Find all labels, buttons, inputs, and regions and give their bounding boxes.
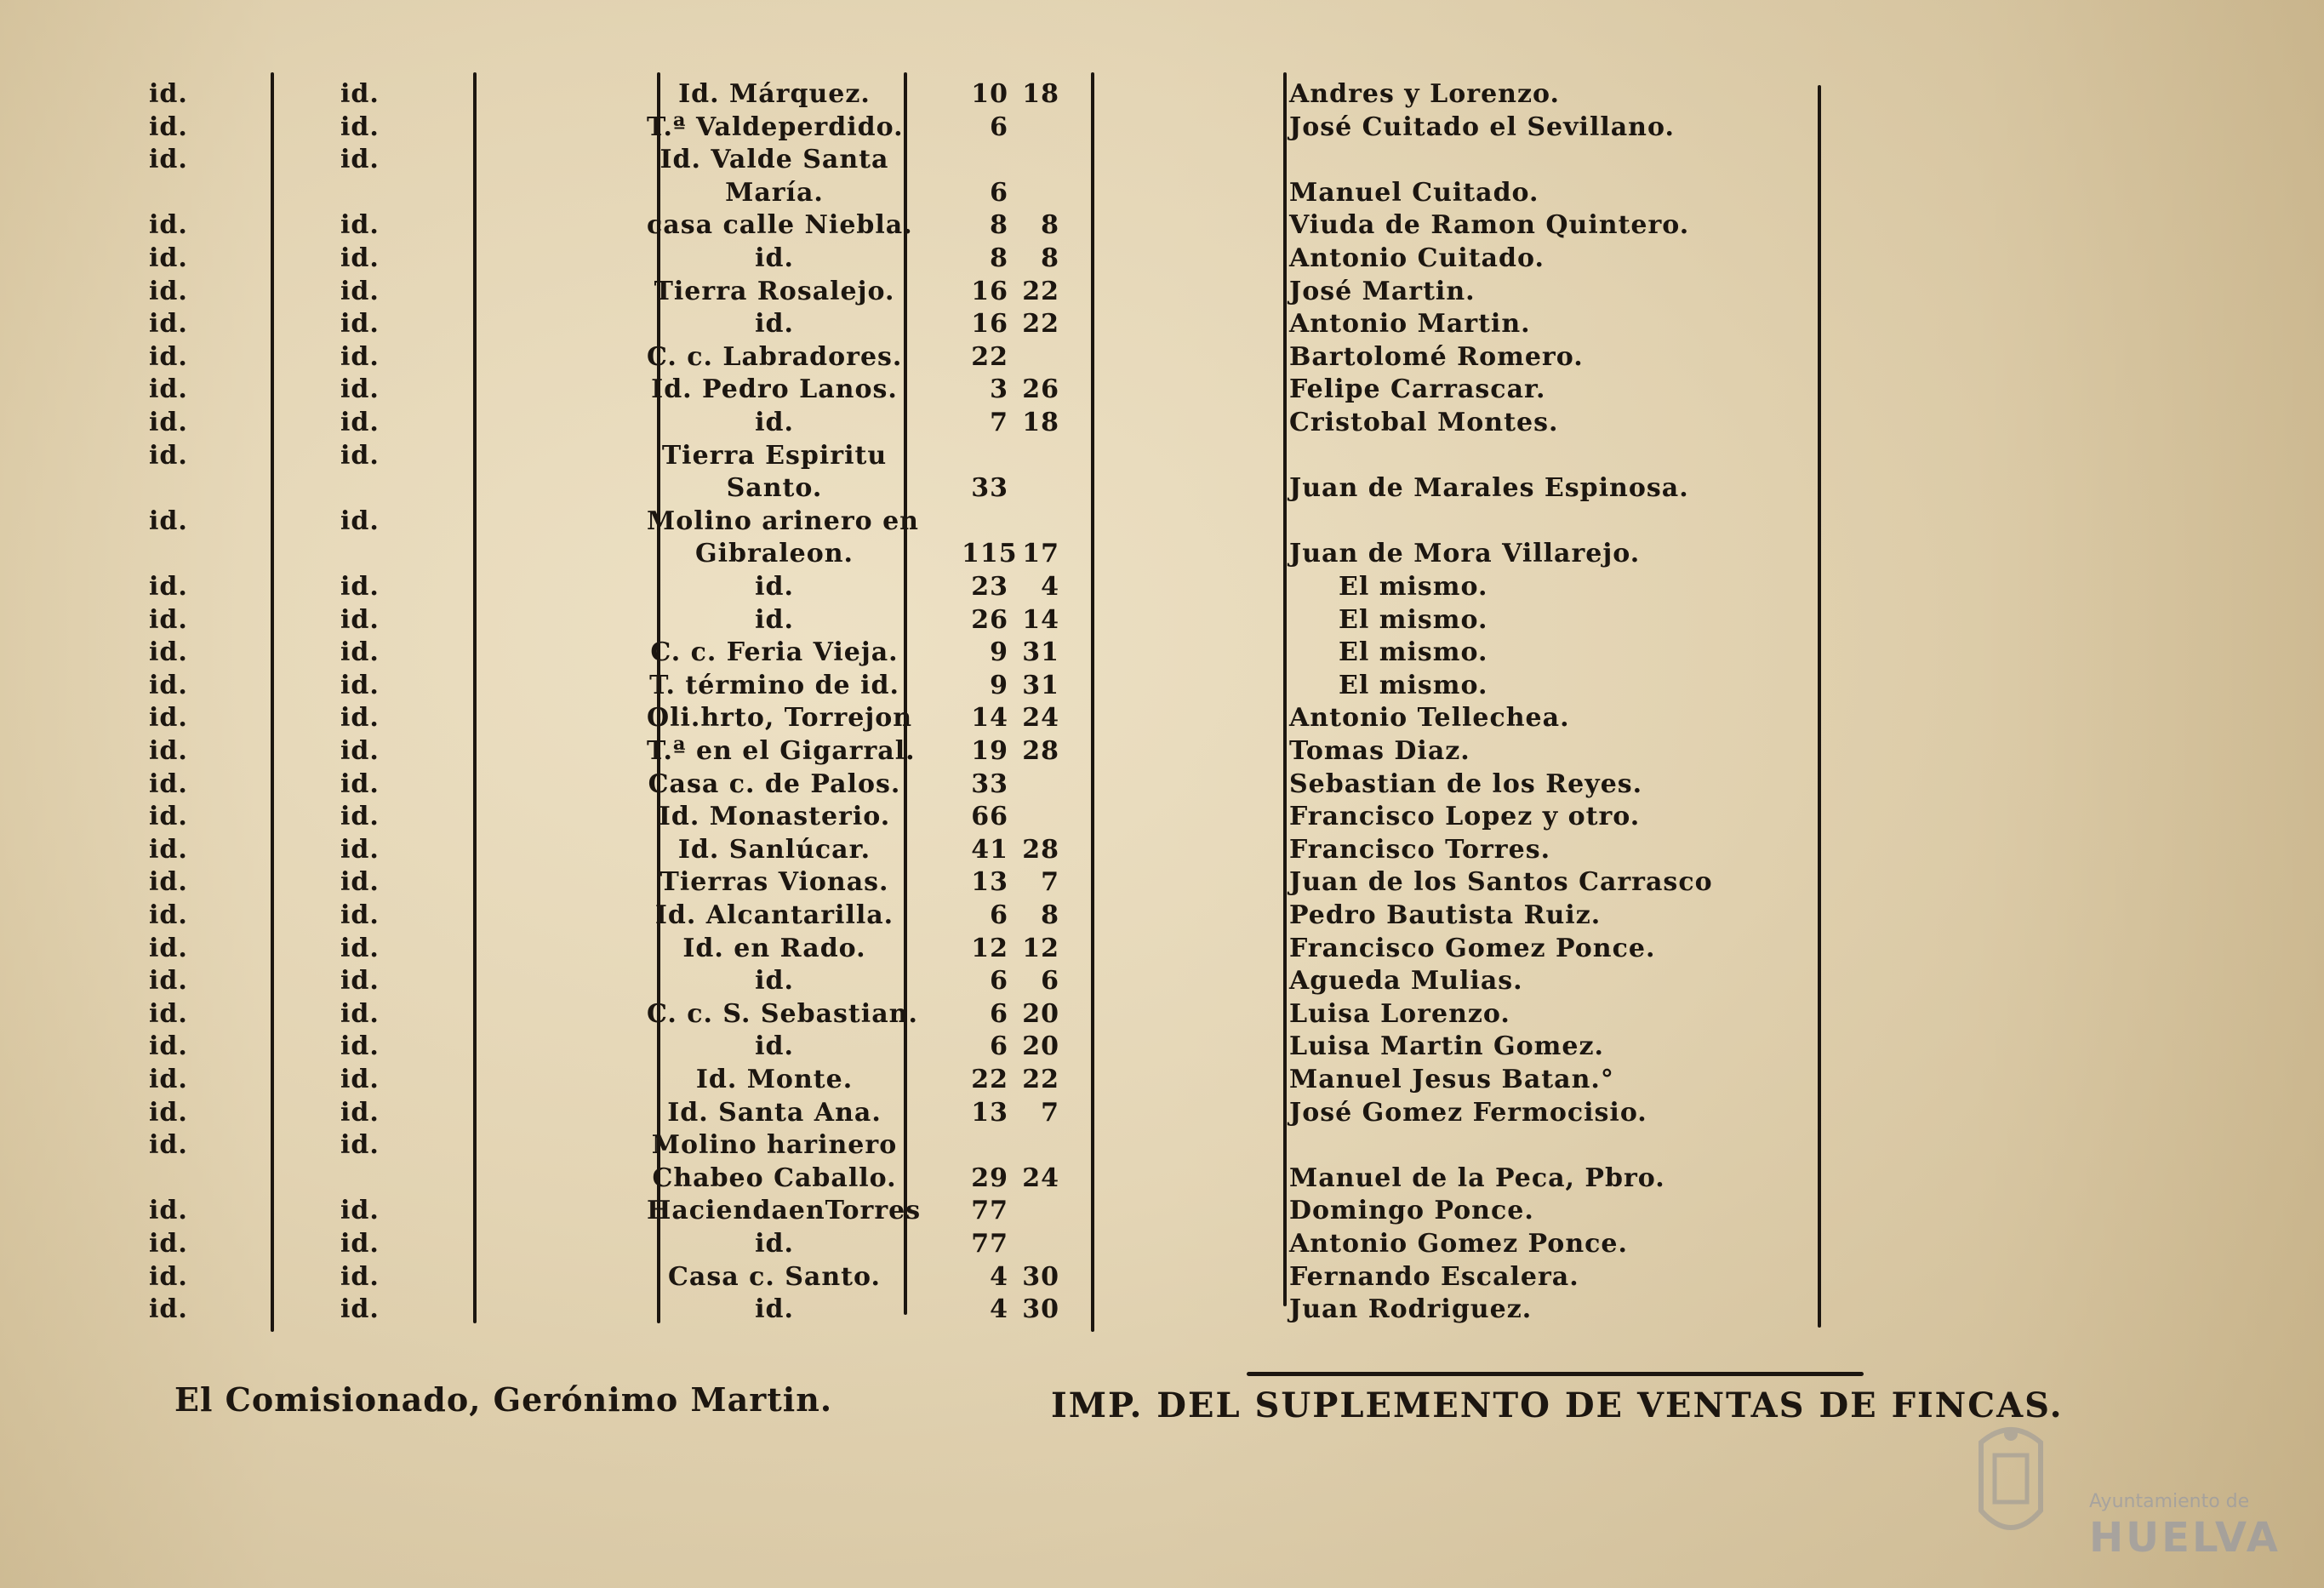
col-municipality: id.: [340, 966, 380, 997]
col-buyer: José Martin.: [1289, 276, 1476, 306]
col-municipality: id.: [340, 210, 380, 241]
table-row: [0, 1162, 2324, 1195]
col-property: id.: [755, 408, 794, 437]
col-parish: id.: [149, 111, 188, 142]
col-buyer: Juan de los Santos Carrasco: [1289, 867, 1713, 898]
col-property: Gibraleon.: [695, 539, 854, 569]
col-value-a: 19: [971, 736, 1008, 766]
col-value-a: 9: [990, 670, 1008, 700]
col-property: T.ª Valdeperdido.: [647, 111, 904, 142]
col-parish: id.: [149, 309, 188, 340]
col-value-b: 14: [1022, 604, 1059, 635]
table-row: [0, 472, 2324, 505]
col-buyer: El mismo.: [1339, 637, 1488, 668]
col-property: Id. Pedro Lanos.: [651, 374, 898, 405]
col-buyer: Francisco Gomez Ponce.: [1289, 933, 1656, 963]
col-property: casa calle Niebla.: [647, 210, 913, 241]
table-row: [0, 111, 2324, 144]
col-value-a: 9: [990, 637, 1008, 668]
col-value-b: 12: [1022, 933, 1059, 963]
table-row: [0, 801, 2324, 833]
col-buyer: Juan Rodriguez.: [1289, 1294, 1533, 1325]
col-value-a: 8: [990, 210, 1008, 241]
col-parish: id.: [149, 408, 188, 437]
table-row: [0, 440, 2324, 472]
col-value-b: 8: [1041, 210, 1059, 241]
col-value-a: 77: [971, 1196, 1008, 1226]
col-value-b: 4: [1041, 572, 1059, 602]
col-municipality: id.: [340, 341, 380, 372]
city-seal-icon: [1973, 1417, 2049, 1545]
col-buyer: Bartolomé Romero.: [1289, 341, 1584, 372]
col-municipality: id.: [340, 703, 380, 734]
col-buyer: Antonio Tellechea.: [1289, 703, 1570, 734]
col-value-a: 4: [990, 1294, 1008, 1325]
col-parish: id.: [149, 637, 188, 668]
col-parish: id.: [149, 703, 188, 734]
col-value-a: 41: [971, 834, 1008, 865]
table-row: [0, 900, 2324, 932]
col-buyer: Manuel Jesus Batan.°: [1289, 1065, 1614, 1094]
table-row: [0, 604, 2324, 637]
col-parish: id.: [149, 670, 188, 700]
col-municipality: id.: [340, 1097, 380, 1128]
col-parish: id.: [149, 768, 188, 799]
col-value-a: 6: [990, 900, 1008, 930]
table-row: [0, 78, 2324, 111]
col-value-a: 6: [990, 111, 1008, 142]
col-value-a: 115: [962, 539, 1018, 569]
table-row: [0, 702, 2324, 734]
table-row: [0, 209, 2324, 242]
col-value-b: 31: [1022, 637, 1059, 668]
col-municipality: id.: [340, 1065, 380, 1094]
col-value-b: 8: [1041, 243, 1059, 273]
col-buyer: Pedro Bautista Ruiz.: [1289, 900, 1602, 930]
watermark-line2: HUELVA: [2089, 1514, 2281, 1562]
col-value-a: 26: [971, 604, 1008, 635]
col-property: Casa c. de Palos.: [648, 768, 901, 799]
col-value-b: 24: [1022, 703, 1059, 734]
col-property: Id. Monasterio.: [658, 802, 891, 832]
table-row: [0, 834, 2324, 866]
col-buyer: El mismo.: [1339, 670, 1488, 700]
col-parish: id.: [149, 604, 188, 635]
col-property: HaciendaenTorres: [647, 1196, 922, 1226]
col-buyer: Francisco Torres.: [1289, 834, 1551, 865]
table-row: [0, 1129, 2324, 1162]
col-property: id.: [755, 604, 794, 635]
col-municipality: id.: [340, 1229, 380, 1259]
col-property: Santo.: [726, 473, 823, 504]
col-municipality: id.: [340, 900, 380, 930]
col-parish: id.: [149, 341, 188, 372]
col-municipality: id.: [340, 111, 380, 142]
col-parish: id.: [149, 867, 188, 898]
col-value-b: 28: [1022, 736, 1059, 766]
col-property: Id. Márquez.: [678, 79, 871, 109]
col-parish: id.: [149, 1065, 188, 1094]
col-property: Id. en Rado.: [682, 933, 866, 963]
table-row: [0, 308, 2324, 340]
col-parish: id.: [149, 572, 188, 602]
table-row: [0, 637, 2324, 669]
col-value-b: 7: [1041, 867, 1059, 898]
table-row: [0, 374, 2324, 406]
table-row: [0, 538, 2324, 570]
col-municipality: id.: [340, 1294, 380, 1325]
col-property: id.: [755, 309, 794, 340]
col-property: C. c. Labradores.: [647, 341, 903, 372]
col-value-a: 22: [971, 341, 1008, 372]
col-municipality: id.: [340, 1130, 380, 1161]
col-property: id.: [755, 572, 794, 602]
col-parish: id.: [149, 1196, 188, 1226]
col-buyer: Antonio Gomez Ponce.: [1289, 1229, 1628, 1259]
col-municipality: id.: [340, 834, 380, 865]
col-value-a: 29: [971, 1162, 1008, 1193]
col-municipality: id.: [340, 768, 380, 799]
col-value-b: 7: [1041, 1097, 1059, 1128]
col-municipality: id.: [340, 670, 380, 700]
col-value-a: 33: [971, 768, 1008, 799]
table-row: [0, 670, 2324, 702]
col-property: Tierra Espiritu: [661, 440, 888, 471]
col-value-a: 14: [971, 703, 1008, 734]
col-municipality: id.: [340, 276, 380, 306]
col-municipality: id.: [340, 802, 380, 832]
table-row: [0, 768, 2324, 801]
table-row: [0, 965, 2324, 997]
col-buyer: Luisa Martin Gomez.: [1289, 1031, 1604, 1062]
printer-imprint: IMP. DEL SUPLEMENTO DE VENTAS DE FINCAS.: [1051, 1385, 2064, 1425]
col-buyer: Sebastian de los Reyes.: [1289, 768, 1643, 799]
table-row: [0, 571, 2324, 603]
col-municipality: id.: [340, 736, 380, 766]
col-property: id.: [755, 1229, 794, 1259]
table-row: [0, 1261, 2324, 1294]
col-property: María.: [725, 177, 824, 208]
watermark: [2089, 1491, 2281, 1562]
col-property: Id. Sanlúcar.: [677, 834, 871, 865]
col-value-b: 24: [1022, 1162, 1059, 1193]
imprint-rule: [1247, 1372, 1864, 1376]
col-parish: id.: [149, 276, 188, 306]
col-value-b: 20: [1022, 1031, 1059, 1062]
col-parish: id.: [149, 998, 188, 1029]
col-property: T.ª en el Gigarral.: [647, 736, 916, 766]
table-row: [0, 506, 2324, 538]
col-buyer: Felipe Carrascar.: [1289, 374, 1546, 405]
table-row: [0, 1228, 2324, 1260]
table-row: [0, 177, 2324, 209]
col-value-b: 22: [1022, 276, 1059, 306]
col-value-b: 22: [1022, 1065, 1059, 1094]
col-value-b: 22: [1022, 309, 1059, 340]
col-property: Chabeo Caballo.: [652, 1162, 897, 1193]
col-municipality: id.: [340, 506, 380, 536]
col-property: id.: [755, 243, 794, 273]
table-row: [0, 998, 2324, 1031]
col-parish: id.: [149, 802, 188, 832]
col-property: Id. Monte.: [695, 1065, 854, 1094]
table-row: [0, 1097, 2324, 1129]
col-value-a: 7: [990, 408, 1008, 437]
table-row: [0, 276, 2324, 308]
col-value-a: 4: [990, 1261, 1008, 1292]
col-property: C. c. S. Sebastian.: [647, 998, 918, 1029]
col-value-a: 6: [990, 177, 1008, 208]
col-property: Id. Valde Santa: [660, 145, 889, 175]
col-value-b: 6: [1041, 966, 1059, 997]
col-value-b: 20: [1022, 998, 1059, 1029]
col-buyer: Luisa Lorenzo.: [1289, 998, 1510, 1029]
col-buyer: Manuel de la Peca, Pbro.: [1289, 1162, 1665, 1193]
col-property: Id. Santa Ana.: [667, 1097, 882, 1128]
table-row: [0, 1294, 2324, 1326]
col-property: id.: [755, 966, 794, 997]
col-value-a: 6: [990, 998, 1008, 1029]
col-buyer: Agueda Mulias.: [1289, 966, 1523, 997]
col-property: Tierra Rosalejo.: [654, 276, 895, 306]
col-parish: id.: [149, 145, 188, 175]
col-parish: id.: [149, 933, 188, 963]
col-parish: id.: [149, 900, 188, 930]
watermark-line1: Ayuntamiento de: [2089, 1491, 2250, 1512]
col-municipality: id.: [340, 933, 380, 963]
col-parish: id.: [149, 79, 188, 109]
col-parish: id.: [149, 1294, 188, 1325]
table-row: [0, 735, 2324, 768]
col-municipality: id.: [340, 309, 380, 340]
col-value-a: 13: [971, 867, 1008, 898]
col-property: Oli.hrto, Torrejon: [647, 703, 913, 734]
col-value-a: 13: [971, 1097, 1008, 1128]
col-buyer: Domingo Ponce.: [1289, 1196, 1534, 1226]
col-municipality: id.: [340, 867, 380, 898]
col-municipality: id.: [340, 79, 380, 109]
col-value-b: 17: [1022, 539, 1059, 569]
col-buyer: Viuda de Ramon Quintero.: [1289, 210, 1690, 241]
col-buyer: José Gomez Fermocisio.: [1289, 1097, 1647, 1128]
col-property: Casa c. Santo.: [668, 1261, 881, 1292]
col-parish: id.: [149, 243, 188, 273]
col-value-b: 18: [1022, 408, 1059, 437]
col-buyer: Francisco Lopez y otro.: [1289, 802, 1641, 832]
col-municipality: id.: [340, 604, 380, 635]
col-property: id.: [755, 1294, 794, 1325]
col-municipality: id.: [340, 998, 380, 1029]
col-municipality: id.: [340, 374, 380, 405]
col-municipality: id.: [340, 1261, 380, 1292]
col-value-a: 23: [971, 572, 1008, 602]
col-value-a: 3: [990, 374, 1008, 405]
col-buyer: Antonio Cuitado.: [1289, 243, 1545, 273]
col-value-a: 6: [990, 966, 1008, 997]
col-parish: id.: [149, 374, 188, 405]
col-value-b: 28: [1022, 834, 1059, 865]
col-buyer: Juan de Mora Villarejo.: [1289, 539, 1641, 569]
col-value-b: 31: [1022, 670, 1059, 700]
col-value-b: 26: [1022, 374, 1059, 405]
table-row: [0, 144, 2324, 176]
table-row: [0, 1195, 2324, 1227]
table-row: [0, 1031, 2324, 1063]
col-buyer: Antonio Martin.: [1289, 309, 1531, 340]
col-buyer: Fernando Escalera.: [1289, 1261, 1579, 1292]
col-value-a: 16: [971, 276, 1008, 306]
table-row: [0, 407, 2324, 439]
col-property: Molino arinero en: [647, 506, 919, 536]
col-municipality: id.: [340, 1031, 380, 1062]
col-value-a: 6: [990, 1031, 1008, 1062]
col-municipality: id.: [340, 243, 380, 273]
col-parish: id.: [149, 736, 188, 766]
col-buyer: Cristobal Montes.: [1289, 408, 1559, 437]
col-value-a: 10: [971, 79, 1008, 109]
col-property: id.: [755, 1031, 794, 1062]
col-parish: id.: [149, 506, 188, 536]
col-property: T. término de id.: [649, 670, 899, 700]
col-parish: id.: [149, 1261, 188, 1292]
col-parish: id.: [149, 210, 188, 241]
col-property: Tierras Vionas.: [660, 867, 889, 898]
col-buyer: El mismo.: [1339, 604, 1488, 635]
col-parish: id.: [149, 1130, 188, 1161]
col-parish: id.: [149, 834, 188, 865]
table-row: [0, 1064, 2324, 1096]
col-value-a: 33: [971, 473, 1008, 504]
table-row: [0, 933, 2324, 965]
col-parish: id.: [149, 1229, 188, 1259]
col-value-a: 12: [971, 933, 1008, 963]
table-row: [0, 866, 2324, 899]
col-value-a: 22: [971, 1065, 1008, 1094]
col-municipality: id.: [340, 145, 380, 175]
col-property: C. c. Feria Vieja.: [650, 637, 899, 668]
col-value-a: 77: [971, 1229, 1008, 1259]
commissioner-signature: El Comisionado, Gerónimo Martin.: [174, 1380, 833, 1419]
col-buyer: Tomas Diaz.: [1289, 736, 1470, 766]
col-value-b: 8: [1041, 900, 1059, 930]
col-parish: id.: [149, 966, 188, 997]
col-property: Molino harinero: [651, 1130, 898, 1161]
col-buyer: Manuel Cuitado.: [1289, 177, 1539, 208]
col-value-a: 8: [990, 243, 1008, 273]
col-municipality: id.: [340, 572, 380, 602]
col-municipality: id.: [340, 408, 380, 437]
col-buyer: José Cuitado el Sevillano.: [1289, 111, 1675, 142]
col-value-a: 16: [971, 309, 1008, 340]
col-municipality: id.: [340, 637, 380, 668]
table-row: [0, 341, 2324, 374]
col-parish: id.: [149, 440, 188, 471]
col-municipality: id.: [340, 1196, 380, 1226]
table-row: [0, 243, 2324, 275]
col-buyer: Andres y Lorenzo.: [1289, 79, 1560, 109]
col-property: Id. Alcantarilla.: [654, 900, 894, 930]
col-value-a: 66: [971, 802, 1008, 832]
col-parish: id.: [149, 1097, 188, 1128]
col-buyer: El mismo.: [1339, 572, 1488, 602]
col-parish: id.: [149, 1031, 188, 1062]
col-value-b: 30: [1022, 1294, 1059, 1325]
col-buyer: Juan de Marales Espinosa.: [1289, 473, 1689, 504]
col-value-b: 18: [1022, 79, 1059, 109]
col-municipality: id.: [340, 440, 380, 471]
col-value-b: 30: [1022, 1261, 1059, 1292]
